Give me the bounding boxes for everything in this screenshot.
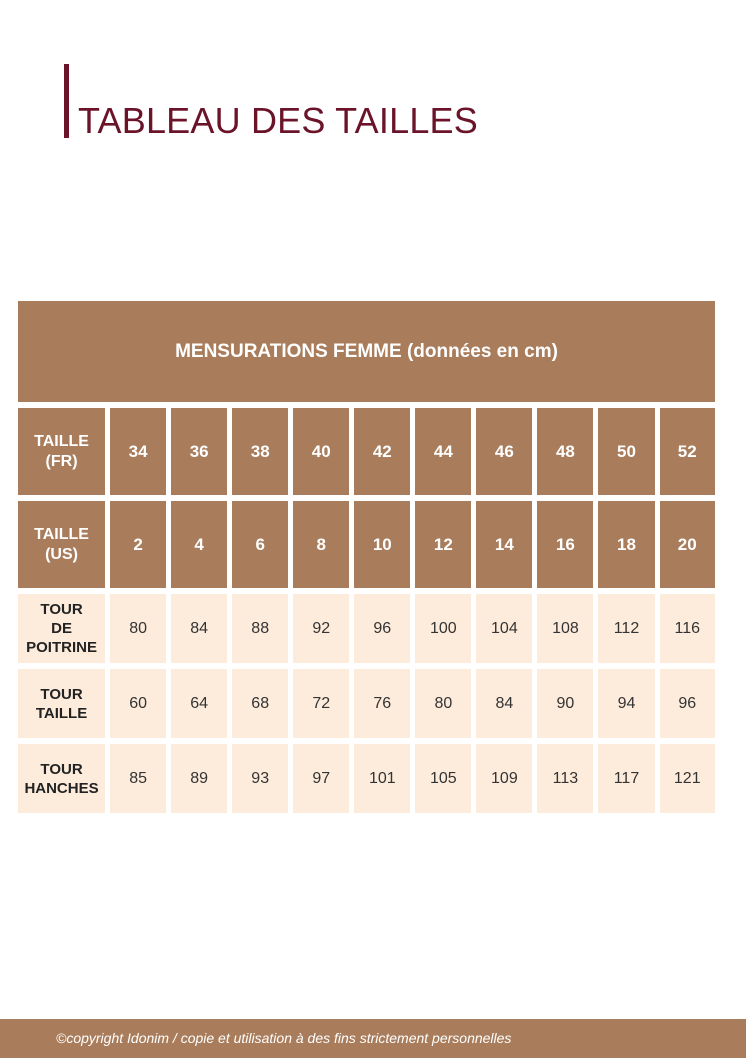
value-cell: 108 (537, 594, 593, 663)
value-cell: 96 (660, 669, 716, 738)
value-cell: 40 (293, 408, 349, 495)
value-cell: 14 (476, 501, 532, 588)
row-label (18, 594, 105, 663)
value-cell: 113 (537, 744, 593, 813)
value-cell: 46 (476, 408, 532, 495)
row-label-line: HANCHES (24, 779, 99, 797)
value-cell: 100 (415, 594, 471, 663)
table-row (18, 744, 715, 813)
value-cell: 68 (232, 669, 288, 738)
value-cell: 89 (171, 744, 227, 813)
row-label-line: TOUR (40, 601, 83, 618)
value-cell: 18 (598, 501, 654, 588)
row-label-line: TAILLE (34, 525, 89, 543)
value-cell: 92 (293, 594, 349, 663)
value-cell: 121 (660, 744, 716, 813)
value-cell: 94 (598, 669, 654, 738)
value-cell: 42 (354, 408, 410, 495)
value-cell: 116 (660, 594, 716, 663)
value-cell: 60 (110, 669, 166, 738)
table-header: MENSURATIONS FEMME (données en cm) (18, 301, 715, 402)
value-cell: 6 (232, 501, 288, 588)
row-label (18, 501, 105, 588)
row-label-line: TOUR (40, 760, 83, 778)
value-cell: 36 (171, 408, 227, 495)
value-cell: 117 (598, 744, 654, 813)
value-cell: 52 (660, 408, 716, 495)
value-cell: 8 (293, 501, 349, 588)
value-cell: 12 (415, 501, 471, 588)
row-label-line: DE (51, 620, 72, 637)
value-cell: 72 (293, 669, 349, 738)
table-row (18, 408, 715, 495)
value-cell: 44 (415, 408, 471, 495)
value-cell: 96 (354, 594, 410, 663)
value-cell: 84 (476, 669, 532, 738)
value-cell: 80 (415, 669, 471, 738)
value-cell: 48 (537, 408, 593, 495)
row-label (18, 744, 105, 813)
value-cell: 109 (476, 744, 532, 813)
value-cell: 93 (232, 744, 288, 813)
table-header-row (18, 301, 715, 402)
row-label-line: TAILLE (34, 432, 89, 450)
value-cell: 64 (171, 669, 227, 738)
value-cell: 112 (598, 594, 654, 663)
value-cell: 105 (415, 744, 471, 813)
value-cell: 76 (354, 669, 410, 738)
page-title: TABLEAU DES TAILLES (78, 100, 478, 141)
row-label-line: (FR) (45, 452, 78, 470)
row-label-line: TAILLE (35, 704, 88, 722)
value-cell: 34 (110, 408, 166, 495)
value-cell: 2 (110, 501, 166, 588)
value-cell: 85 (110, 744, 166, 813)
value-cell: 101 (354, 744, 410, 813)
copyright-text: ©copyright Idonim / copie et utilisation à des fins strictement personnelles (56, 1030, 512, 1046)
table-row (18, 501, 715, 588)
value-cell: 80 (110, 594, 166, 663)
footer (0, 1019, 746, 1058)
value-cell: 4 (171, 501, 227, 588)
row-label (18, 408, 105, 495)
value-cell: 84 (171, 594, 227, 663)
value-cell: 104 (476, 594, 532, 663)
row-label-line: TOUR (40, 685, 83, 703)
value-cell: 97 (293, 744, 349, 813)
value-cell: 10 (354, 501, 410, 588)
row-label-line: (US) (45, 545, 78, 563)
value-cell: 90 (537, 669, 593, 738)
row-label (18, 669, 105, 738)
table-row (18, 669, 715, 738)
value-cell: 50 (598, 408, 654, 495)
title-accent-bar (64, 64, 69, 138)
value-cell: 20 (660, 501, 716, 588)
table-row (18, 594, 715, 663)
size-table (18, 295, 715, 819)
value-cell: 16 (537, 501, 593, 588)
value-cell: 88 (232, 594, 288, 663)
value-cell: 38 (232, 408, 288, 495)
row-label-line: POITRINE (26, 639, 97, 656)
